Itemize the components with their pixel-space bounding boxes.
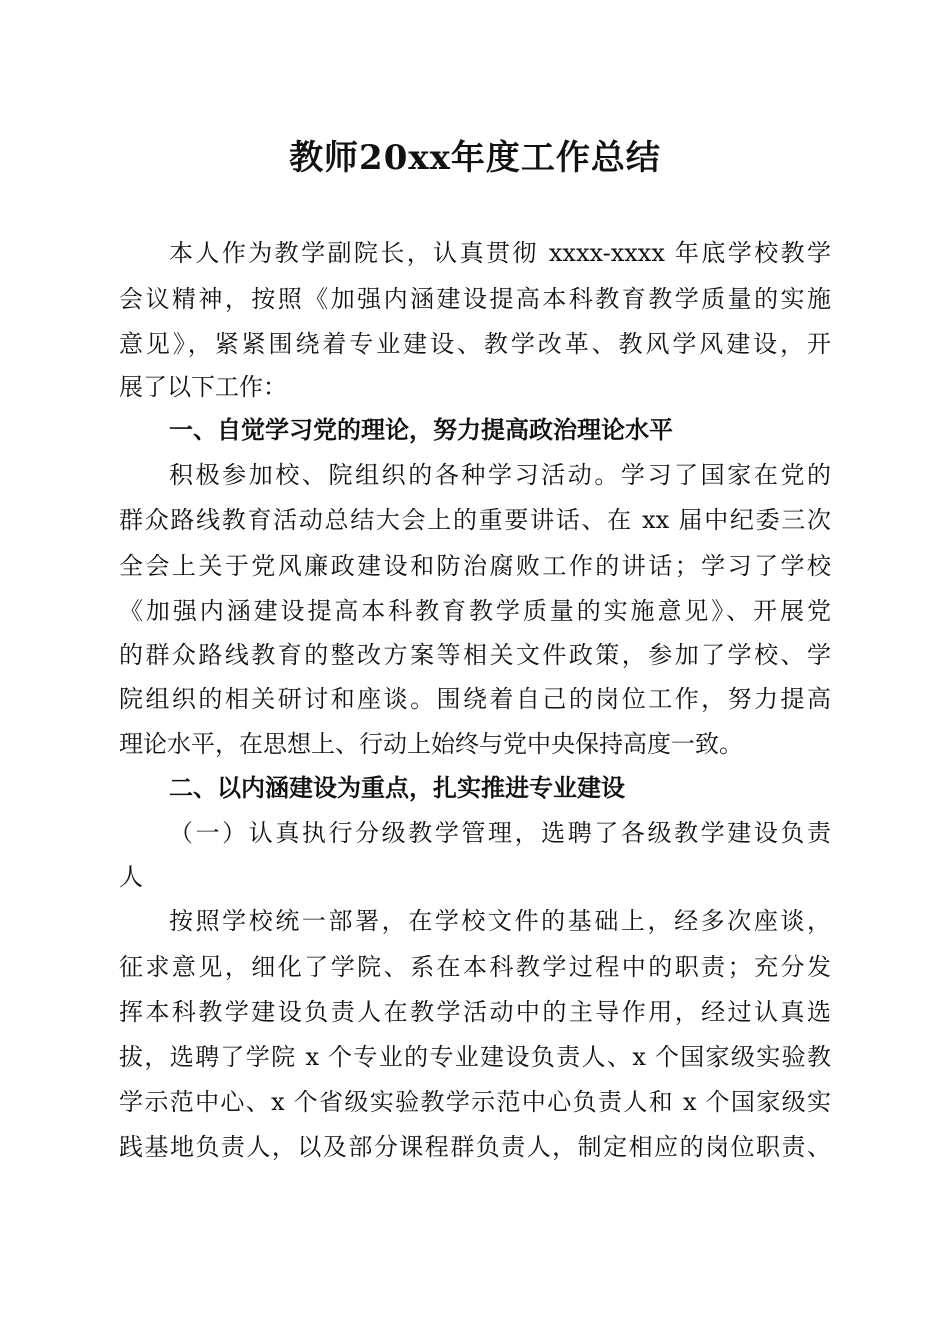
section-2-line-2: 征求意见，细化了学院、系在本科教学过程中的职责；充分发 <box>119 953 831 981</box>
intro-line-4: 展了以下工作： <box>119 373 287 401</box>
intro-line-3: 意见》，紧紧围绕着专业建设、教学改革、教风学风建设，开 <box>119 330 831 358</box>
section-2-line-4: 拔，选聘了学院 x 个专业的专业建设负责人、x 个国家级实验教 <box>119 1043 831 1071</box>
intro-line-2: 会议精神，按照《加强内涵建设提高本科教育教学质量的实施 <box>119 285 831 313</box>
section-2-line-6: 践基地负责人，以及部分课程群负责人，制定相应的岗位职责、 <box>119 1133 831 1161</box>
subsection-2-1-heading-line-2: 人 <box>119 863 143 891</box>
section-1-line-2: 群众路线教育活动总结大会上的重要讲话、在 xx 届中纪委三次 <box>119 506 831 534</box>
section-1-line-4: 《加强内涵建设提高本科教育教学质量的实施意见》、开展党 <box>119 597 831 625</box>
section-2-line-3: 挥本科教学建设负责人在教学活动中的主导作用，经过认真选 <box>119 998 831 1026</box>
section-1-line-5: 的群众路线教育的整改方案等相关文件政策，参加了学校、学 <box>119 641 831 669</box>
section-1-heading: 一、自觉学习党的理论，努力提高政治理论水平 <box>169 416 673 444</box>
section-2-line-1: 按照学校统一部署，在学校文件的基础上，经多次座谈， <box>169 907 831 935</box>
section-2-line-5: 学示范中心、x 个省级实验教学示范中心负责人和 x 个国家级实 <box>119 1088 831 1116</box>
section-1-line-7: 理论水平，在思想上、行动上始终与党中央保持高度一致。 <box>119 730 743 758</box>
section-1-line-3: 全会上关于党风廉政建设和防治腐败工作的讲话；学习了学校 <box>119 552 831 580</box>
document-title: 教师20xx年度工作总结 <box>289 138 661 178</box>
subsection-2-1-heading-line-1: （一）认真执行分级教学管理，选聘了各级教学建设负责 <box>169 819 831 847</box>
intro-line-1: 本人作为教学副院长，认真贯彻 xxxx-xxxx 年底学校教学 <box>169 239 831 267</box>
section-1-line-1: 积极参加校、院组织的各种学习活动。学习了国家在党的 <box>169 461 831 489</box>
section-2-heading: 二、以内涵建设为重点，扎实推进专业建设 <box>169 774 625 802</box>
section-1-line-6: 院组织的相关研讨和座谈。围绕着自己的岗位工作，努力提高 <box>119 685 831 713</box>
